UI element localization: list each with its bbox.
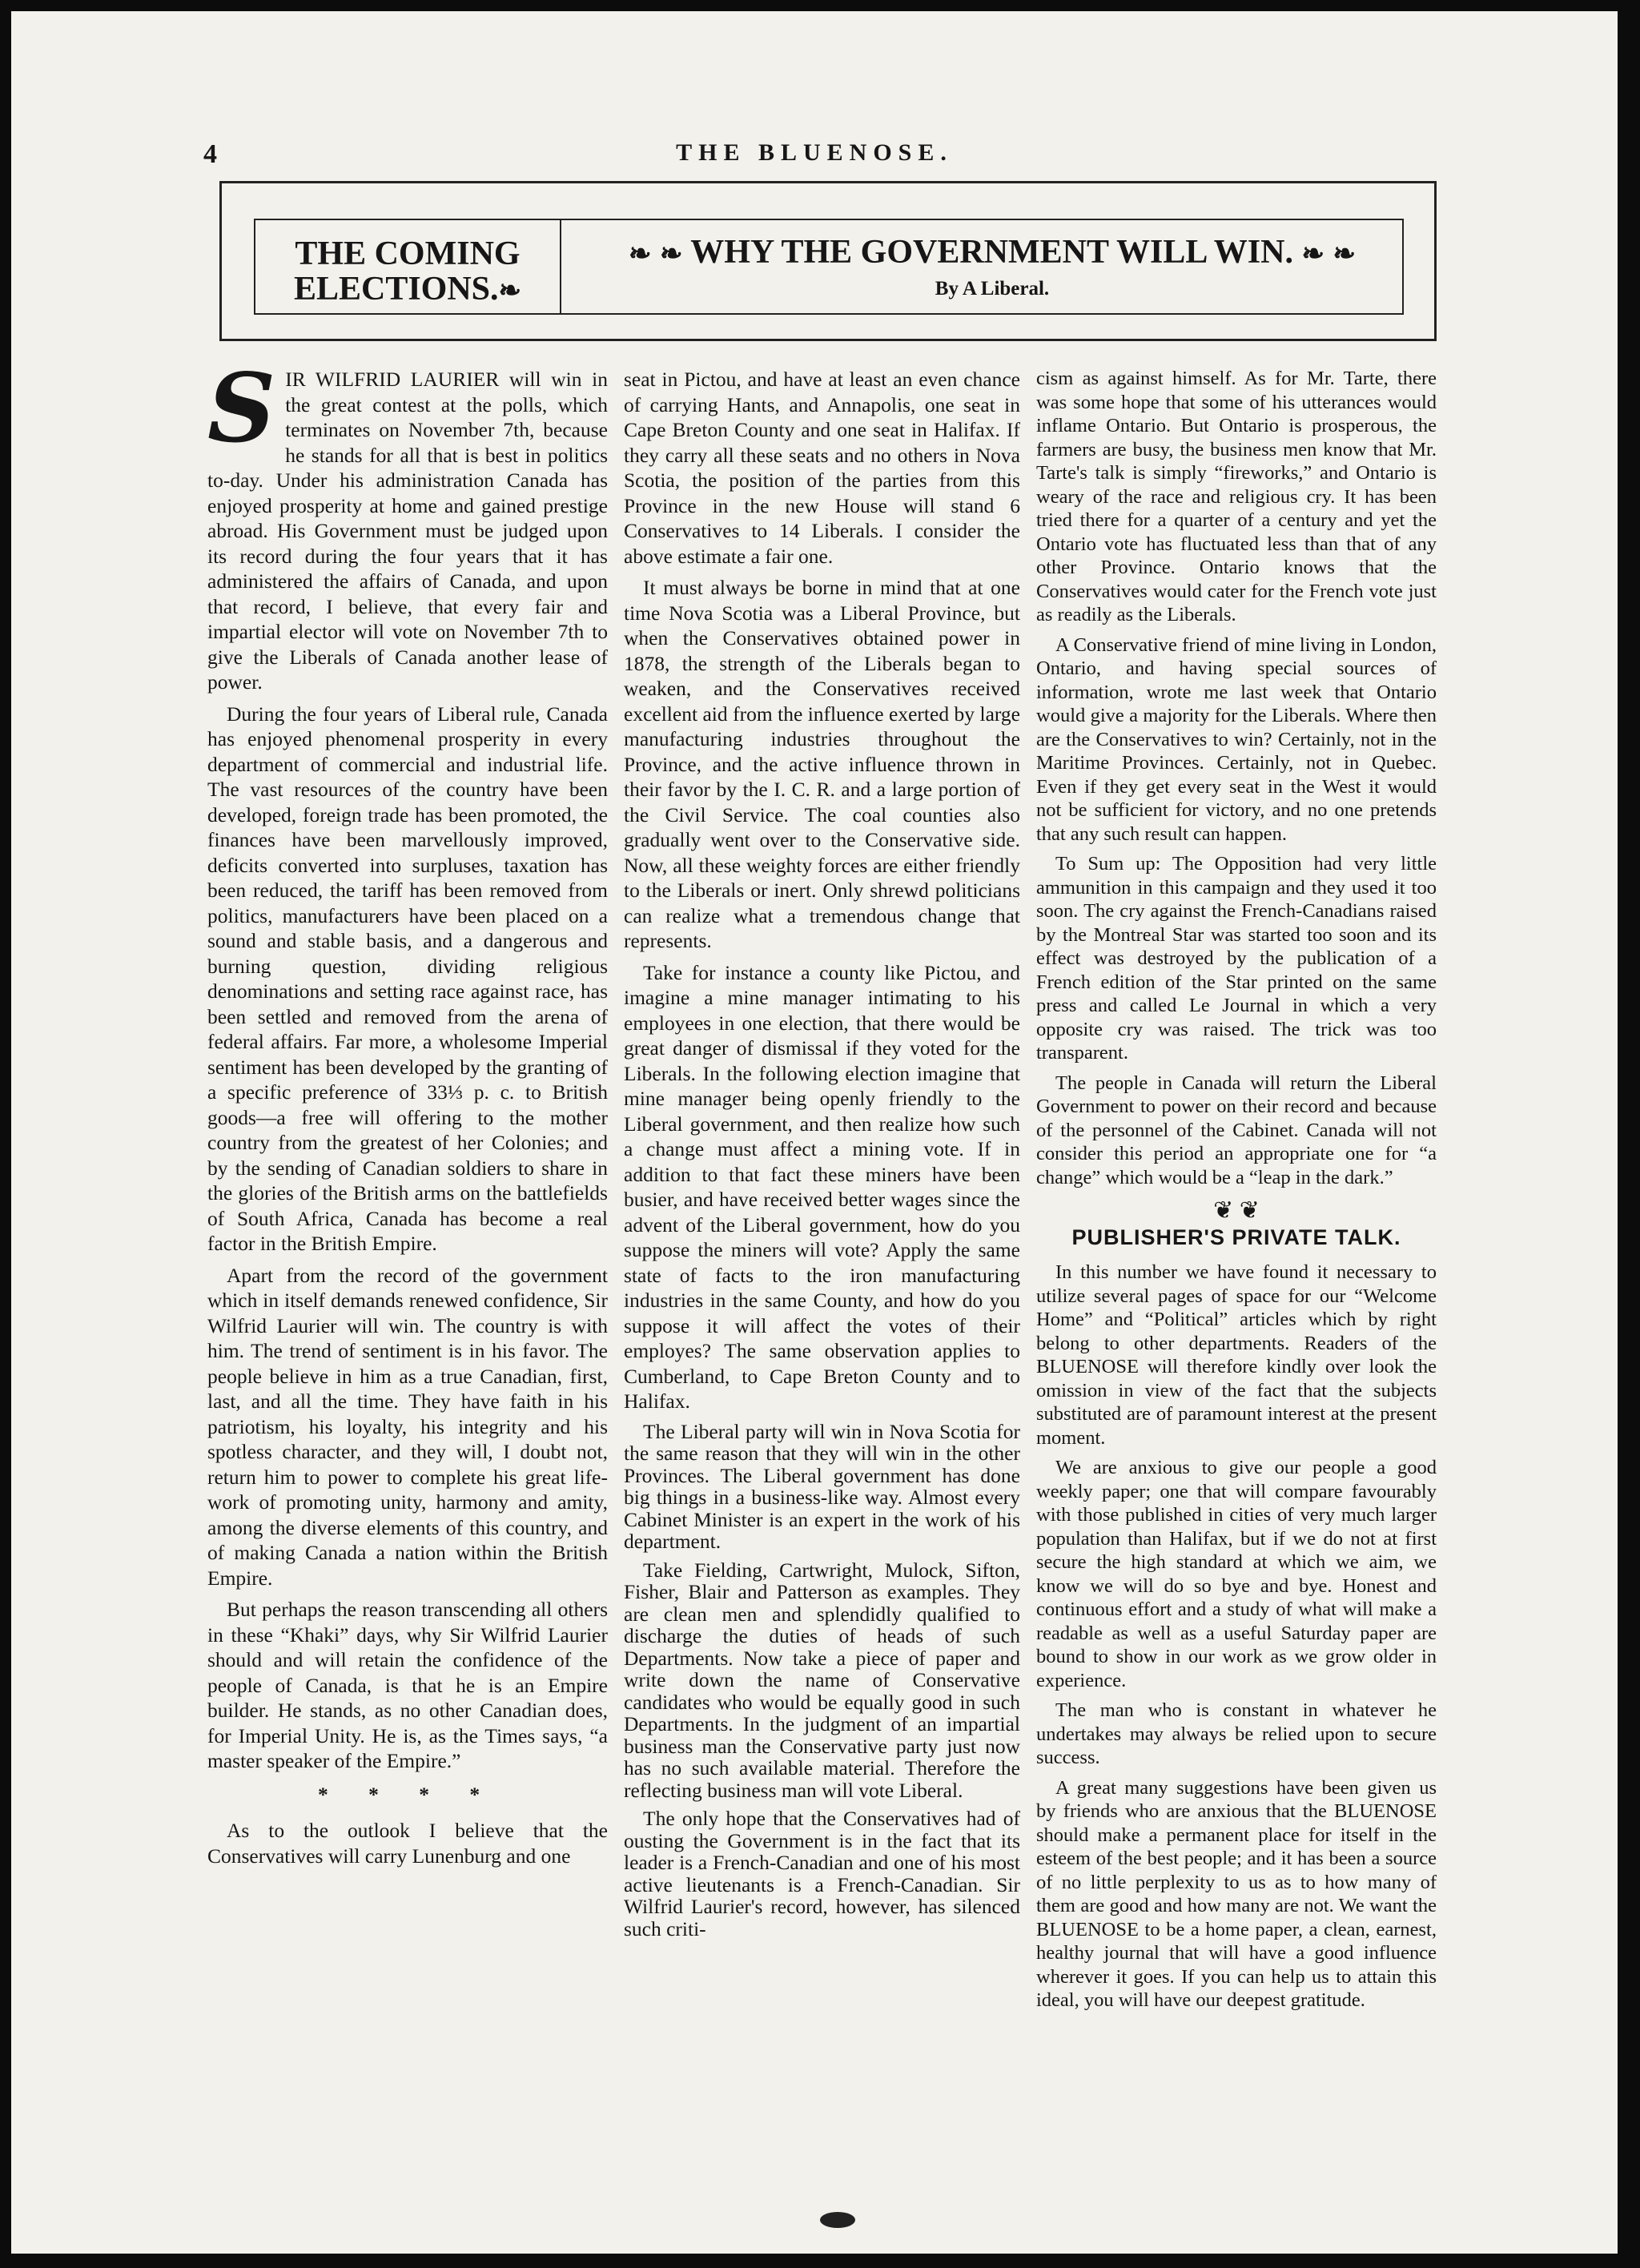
paragraph: To Sum up: The Opposition had very little ammunition in this campaign and they used it too soon. The cry against the French-Canadians raised by the Montreal Star was started too soon and its effect was destroyed by the publication of a French edition of the Star printed on the same press and called Le Journal in which a very opposite cry was raised. The trick was too transparent. — [1036, 853, 1437, 1064]
paragraph: The only hope that the Conservatives had of ousting the Government is in the fact that its leader is a French-Canadian and one of his most active lieutenants is a French-Canadian. Sir Wilfrid Laurier's record, however, has silenced such criti- — [624, 1807, 1020, 1940]
leaf-ornament-icon: ❧ — [1301, 239, 1324, 269]
section-title — [263, 236, 552, 309]
paragraph: cism as against himself. As for Mr. Tarte, there was some hope that some of his utterances would inflame Ontario. But Ontario is prosperous, the farmers are busy, the business men know that Mr. Tarte's talk is simply “fireworks,” and Ontario is weary of the race and religious cry. It has been tried there for a quarter of a century and yet the Ontario vote has fluctuated less than that of any other Province. Ontario knows that the Conservatives would cater for the French vote just as readily as the Liberals. — [1036, 368, 1437, 625]
header-divider — [560, 220, 561, 313]
newspaper-page — [11, 11, 1618, 2254]
article-header-inner — [254, 219, 1404, 315]
paragraph: We are anxious to give our people a good weekly paper; one that will compare favourably with those published in cities of very much larger population than Halifax, but if we do not at first secure the high standard at which we aim, we know we will do so bye and bye. Honest and continuous effort and a study of what will make a readable as well as a useful Saturday paper are bound to show in our work as we grow older in experience. — [1036, 1457, 1437, 1691]
binding-mark — [820, 2212, 855, 2228]
leaf-ornament-icon: ❧ — [629, 239, 652, 269]
page-number: 4 — [203, 139, 217, 169]
paragraph: SIR WILFRID LAURIER will win in the great contest at the polls, which terminates on November 7th, because he stands for all that is best in politics to-day. Under his administration Canada has enjoyed prosperity at home and gained prestige abroad. His Government must be judged upon its record during the four years that it has administered the affairs of Canada, and upon that record, I believe, that every fair and impartial elector will vote on November 7th to give the Liberals of Canada another lease of power. — [207, 352, 608, 694]
section-title-line1: THE COMING — [295, 235, 521, 272]
paragraph: Take for instance a county like Pictou, and imagine a mine manager intimating to his employees in one election, that there would be great danger of dismissal if they voted for the Liberals. In the following election imagine that mine manager being openly friendly to the Liberal government, and then realize how such a change must affect a mining vote. If in addition to that fact these miners have been busier, and have received better wages since the advent of the Liberal government, how do you suppose the miners will vote? Apply the same state of facts to the iron manufacturing industries in the same County, and how do you suppose it will affect the votes of their employes? The same observation applies to Cumberland, to Cape Breton County and to Halifax. — [624, 960, 1020, 1413]
article-column-3 — [1036, 367, 1437, 2019]
paragraph: The people in Canada will return the Liberal Government to power on their record and because of the personnel of the Cabinet. Canada will not consider this period an appropriate one for “a change” which would be a “leap in the dark.” — [1036, 1072, 1437, 1188]
paragraph: Take Fielding, Cartwright, Mulock, Sifton, Fisher, Blair and Patterson as examples. They are clean men and splendidly qualified to discharge the duties of heads of such Departments. Now take a piece of paper and write down the name of Conservative candidates who would be equally good in such Departments. In the judgment of an impartial business man the Conservative party just now has no such available material. Therefore the reflecting business man will vote Liberal. — [624, 1558, 1020, 1802]
flower-ornament-icon: ❦ ❦ — [1213, 1197, 1260, 1224]
article-title: WHY THE GOVERNMENT WILL WIN. — [690, 234, 1293, 271]
leaf-ornament-icon: ❧ — [660, 239, 683, 269]
byline: By A Liberal. — [935, 278, 1050, 300]
running-head: THE BLUENOSE. — [676, 139, 953, 166]
paragraph: In this number we have found it necessary to utilize several pages of space for our “Welcome Home” and “Political” articles which by right belong to other departments. Readers of the BLUENOSE will therefore kindly over look the omission in view of the fact that the subjects substituted are of paramount interest at the present moment. — [1036, 1261, 1437, 1449]
paragraph: It must always be borne in mind that at one time Nova Scotia was a Liberal Province, but when the Conservatives obtained power in 1878, the strength of the Liberals began to weaken, and the Conservatives received excellent aid from the influence exerted by large manufacturing industries throughout the Province, and the active influence thrown in their favor by the I. C. R. and a large portion of the Civil Service. The coal counties also gradually went over to the Conservative side. Now, all these weighty forces are either friendly to the Liberals or inert. Only shrewd politicians can realize what a tremendous change that represents. — [624, 576, 1020, 952]
section-title-line2: ELECTIONS. — [293, 271, 499, 308]
article-column-2 — [624, 367, 1020, 1946]
paragraph: The Liberal party will win in Nova Scotia for the same reason that they will win in the other Provinces. The Liberal government has done big things in a business-like way. Almost every Cabinet Minister is an expert in the work of his department. — [624, 1419, 1020, 1553]
paragraph: Apart from the record of the government which in itself demands renewed confidence, Sir Wilfrid Laurier will win. The country is with him. The trend of sentiment is in his favor. The people believe in him as a true Canadian, first, last, and all the time. They have faith in his patriotism, his loyalty, his integrity and his spotless character, and they will, I doubt not, return him to power to complete his great life-work of promoting unity, harmony and amity, among the diverse elements of this country, and of making Canada a nation within the British Empire. — [207, 1263, 608, 1590]
paragraph: A Conservative friend of mine living in London, Ontario, and having special sources of information, wrote me last week that Ontario would give a majority for the Liberals. Where then are the Conservatives to win? Certainly, not in the Maritime Provinces. Certainly, not in Quebec. Even if they get every seat in the West it would not be sufficient for victory, and no one pretends that any such result can happen. — [1036, 633, 1437, 845]
paragraph: A great many suggestions have been given us by friends who are anxious that the BLUENOSE should make a permanent place for itself in the esteem of the best people; and it has been a source of no little perplexity to us as to how many of them are good and how many are not. We want the BLUENOSE to be a home paper, a clean, earnest, healthy journal that will have a good influence wherever it goes. If you can help us to attain this ideal, you will have our deepest gratitude. — [1036, 1776, 1437, 2011]
paragraph: As to the outlook I believe that the Conservatives will carry Lunenburg and one — [207, 1819, 608, 1868]
leaf-ornament-icon: ❧ — [1332, 239, 1356, 269]
drop-cap: S — [207, 352, 276, 464]
article-title-row — [592, 233, 1393, 271]
paragraph: The man who is constant in whatever he undertakes may always be relied upon to secure success. — [1036, 1699, 1437, 1768]
paragraph: seat in Pictou, and have at least an even chance of carrying Hants, and Annapolis, one seat in Cape Breton County and one seat in Halifax. If they carry all these seats and no others in Nova Scotia, the position of the parties from this Province in the new House will stand 6 Conservatives to 14 Liberals. I consider the above estimate a fair one. — [624, 368, 1020, 568]
section-separator: * * * * — [317, 1782, 498, 1806]
article-header-box — [219, 181, 1437, 341]
leaf-ornament-icon: ❧ — [498, 276, 522, 306]
publisher-talk-heading: PUBLISHER'S PRIVATE TALK. — [1071, 1224, 1401, 1249]
paragraph: During the four years of Liberal rule, Canada has enjoyed phenomenal prosperity in every department of commercial and industrial life. The vast resources of the country have been developed, foreign trade has been promoted, the finances have been marvellously improved, deficits converted into surpluses, taxation has been reduced, the tariff has been removed from politics, manufacturers have been placed on a sound and stable basis, and a dangerous and burning question, dividing religious denominations and setting race against race, has been settled and removed from the arena of federal affairs. Far more, a wholesome Imperial sentiment has been developed by the granting of a specific preference of 33⅓ p. c. to British goods—a free will offering to the mother country from the greatest of her Colonies; and by the sending of Canadian soldiers to share in the glories of the British arms on the battlefields of South Africa, Canada has become a real factor in the British Empire. — [207, 702, 608, 1255]
article-column-1 — [207, 352, 608, 1875]
paragraph: But perhaps the reason transcending all others in these “Khaki” days, why Sir Wilfrid Laurier should and will retain the confidence of the people of Canada, is that he is an Empire builder. He stands, as no other Canadian does, for Imperial Unity. He is, as the Times says, “a master speaker of the Empire.” — [207, 1598, 608, 1772]
